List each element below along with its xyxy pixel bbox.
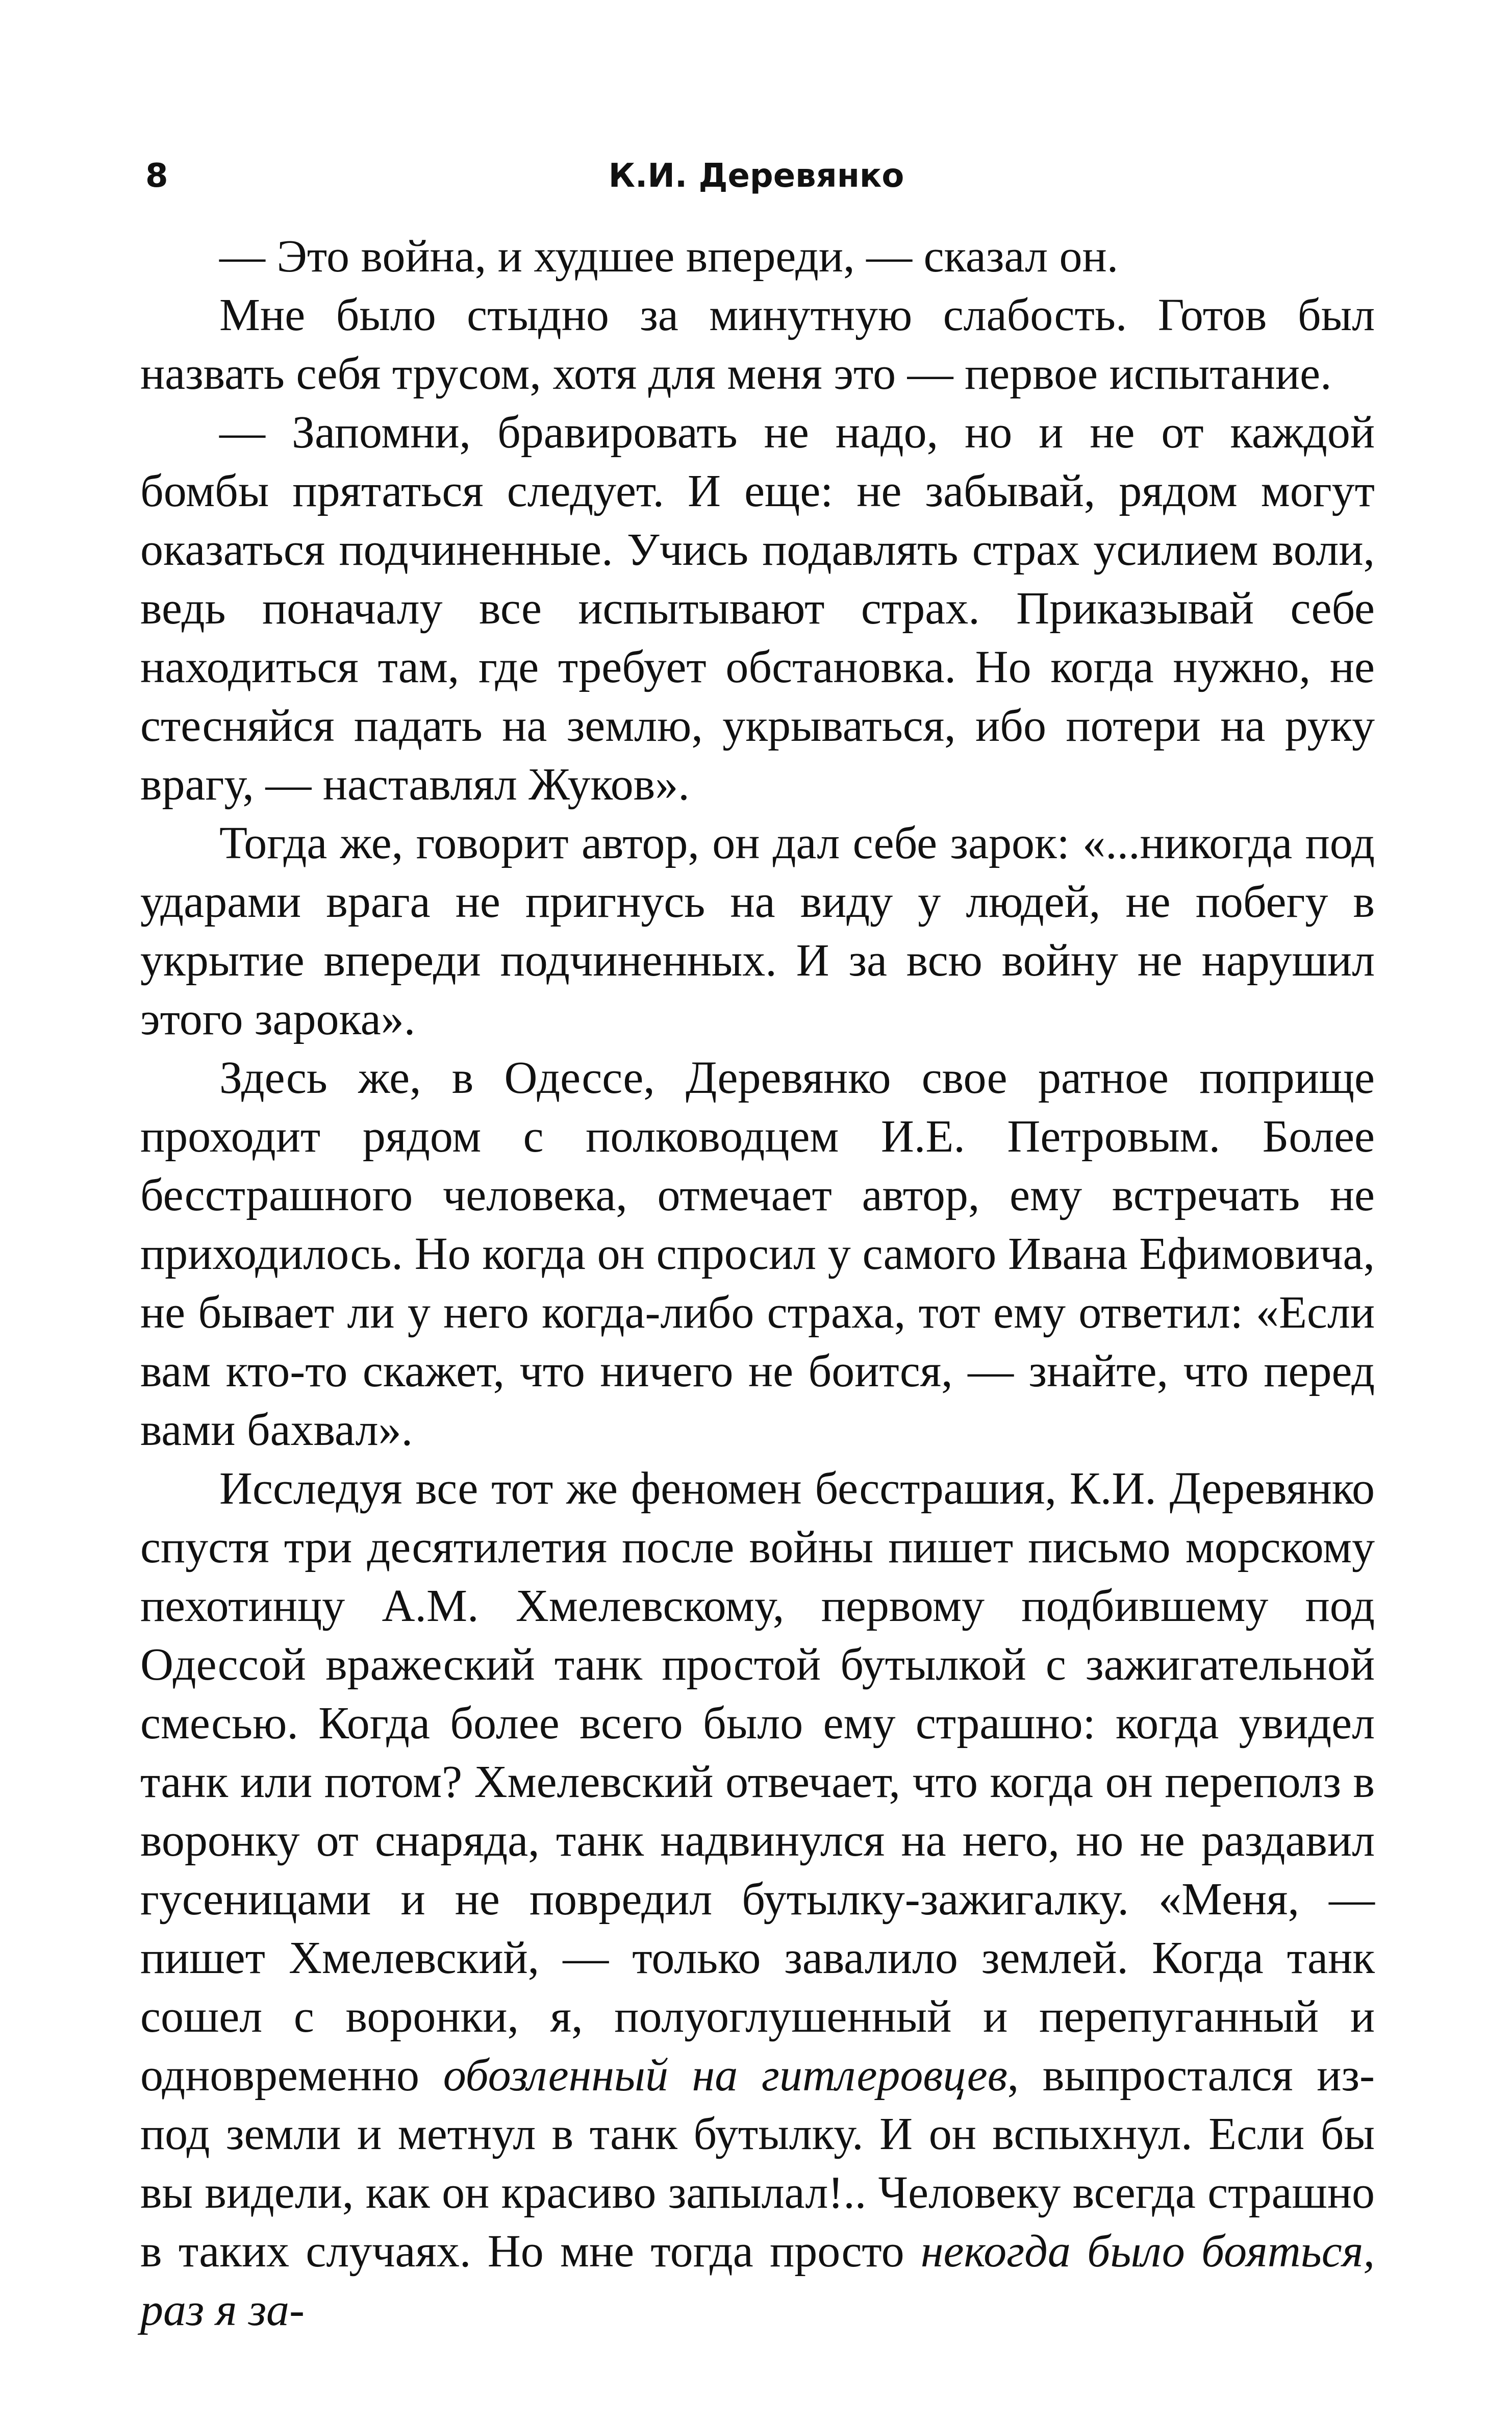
paragraph (140, 286, 1375, 403)
page-number: 8 (145, 157, 168, 195)
paragraph-text: , выпростался из-под земли и метнул в танк бутылку. И он вспыхнул. Если бы вы видели, как он красиво запылал!.. Человеку всегда страшно в таких случаях. Но мне тогда просто (140, 2050, 1375, 2277)
paragraph-text: — Запомни, бравировать не надо, но и не от каждой бомбы прятаться следует. И еще: не забывай, рядом могут оказаться подчиненные. Учись подавлять страх усилием воли, ведь поначалу все испытывают страх. Приказывай себе находиться там, где требует обстановка. Но когда нужно, не стесняйся падать на землю, укрываться, ибо потери на руку врагу, — наставлял Жуков». (140, 407, 1375, 810)
paragraph (140, 1459, 1375, 2339)
paragraph (140, 814, 1375, 1048)
paragraph-text: — Это война, и худшее впереди, — сказал он. (219, 231, 1119, 282)
paragraph (140, 227, 1375, 286)
italic-emphasis: обозленный на гитлеровцев (443, 2050, 1007, 2101)
italic-emphasis: некогда было бояться, раз я за- (140, 2226, 1375, 2335)
paragraph-text: Здесь же, в Одессе, Деревянко свое ратное поприще проходит рядом с полководцем И.Е. Петровым. Более бесстрашного человека, отмечает автор, ему встречать не приходилось. Но когда он спросил у самого Ивана Ефимовича, не бывает ли у него когда-либо страха, тот ему ответил: «Если вам кто-то скажет, что ничего не боится, — знайте, что перед вами бахвал». (140, 1053, 1375, 1455)
paragraph-text: Тогда же, говорит автор, он дал себе зарок: «...никогда под ударами врага не пригнусь на виду у людей, не побегу в укрытие впереди подчиненных. И за всю войну не нарушил этого зарока». (140, 818, 1375, 1044)
paragraph-text: Мне было стыдно за минутную слабость. Готов был назвать себя трусом, хотя для меня это — первое испытание. (140, 290, 1375, 399)
running-head: К.И. Деревянко (608, 157, 904, 195)
page-header (145, 145, 1367, 207)
paragraph (140, 1048, 1375, 1459)
paragraph (140, 403, 1375, 814)
body-text (140, 227, 1375, 2339)
paragraph-text: Исследуя все тот же феномен бесстрашия, К.И. Деревянко спустя три десятилетия после войны пишет письмо морскому пехотинцу А.М. Хмелевскому, первому подбившему под Одессой вражеский танк простой бутылкой с зажигательной смесью. Когда более всего было ему страшно: когда увидел танк или потом? Хмелевский отвечает, что когда он переполз в воронку от снаряда, танк надвинулся на него, но не раздавил гусеницами и не повредил бутылку-зажигалку. «Меня, — пишет Хмелевский, — только завалило землей. Когда танк сошел с воронки, я, полуоглушенный и перепуганный и одновременно (140, 1463, 1375, 2101)
